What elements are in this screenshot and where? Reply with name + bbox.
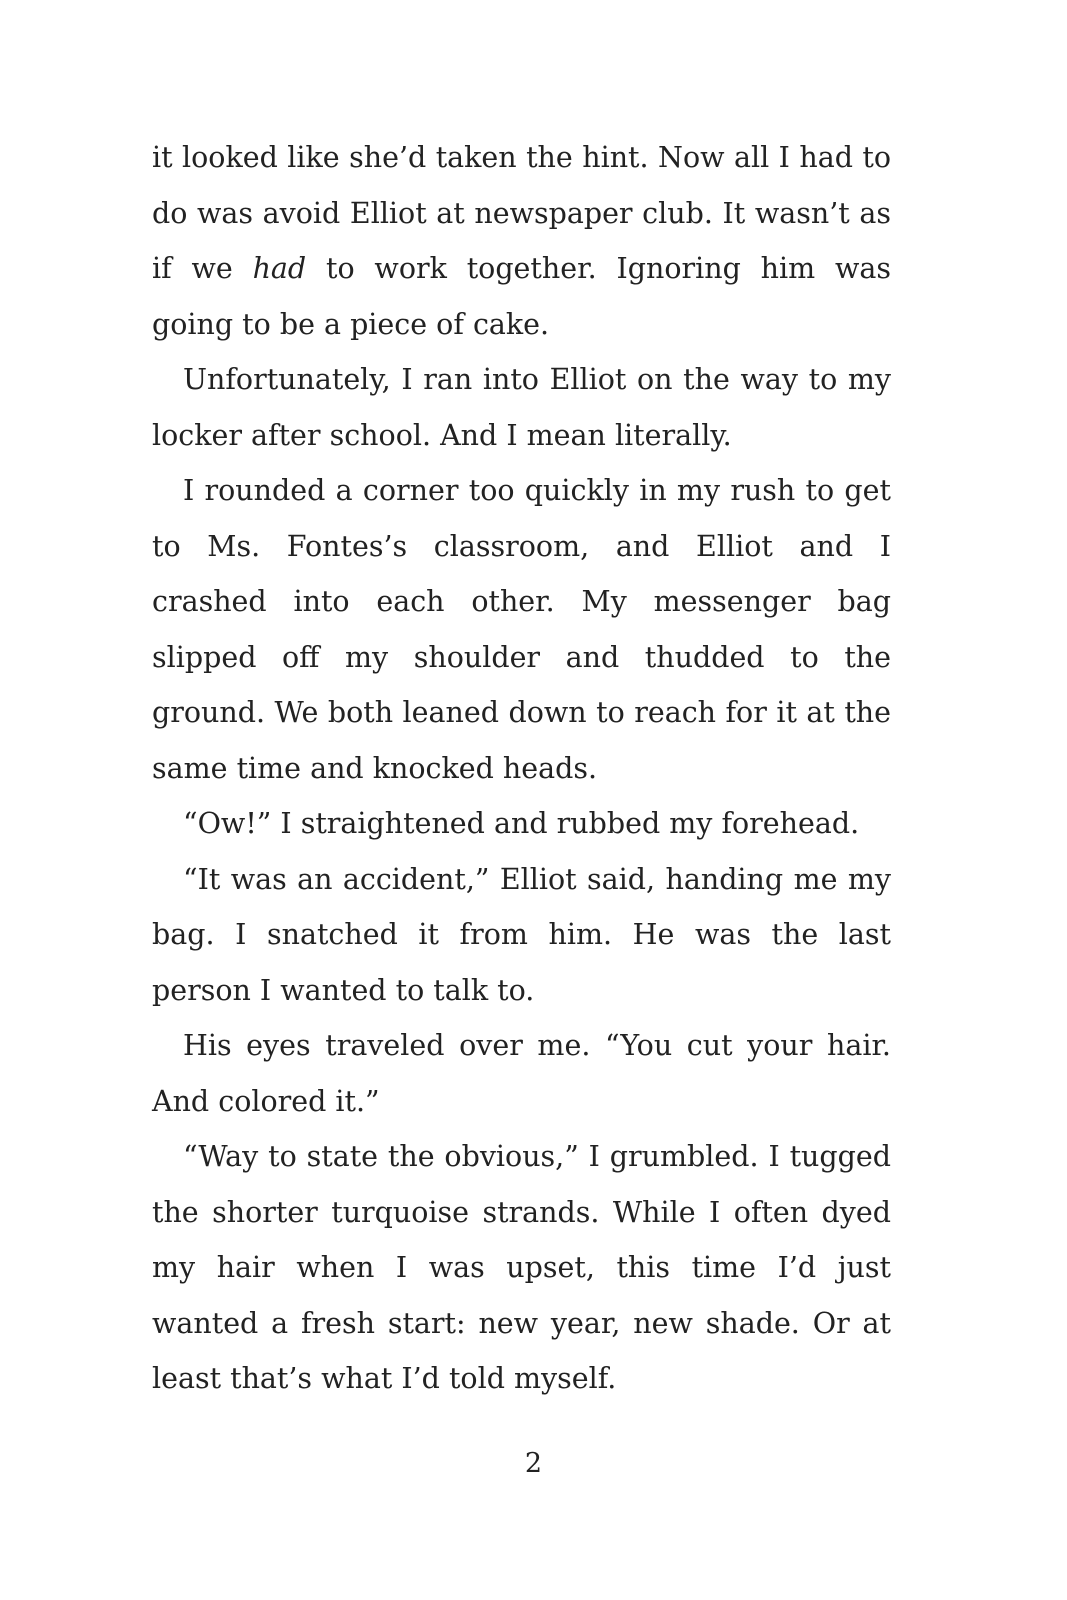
paragraph-text: Unfortunately, I ran into Elliot on the way to my locker after school. And I mean literally. [152,363,891,452]
paragraph [152,130,891,352]
paragraph-text: “It was an accident,” Elliot said, handing me my bag. I snatched it from him. He was the last person I wanted to talk to. [152,862,891,1007]
paragraph-text: “Way to state the obvious,” I grumbled. I tugged the shorter turquoise strands. While I often dyed my hair when I was upset, this time I’d just wanted a fresh start: new year, new shade. Or at least that’s what I’d told myself. [152,1140,891,1395]
paragraph [152,352,891,463]
paragraph-text: I rounded a corner too quickly in my rush to get to Ms. Fontes’s classroom, and Elliot and I crashed into each other. My messenger bag slipped off my shoulder and thudded to the ground. We both leaned down to reach for it at the same time and knocked heads. [152,474,891,785]
paragraph-text: to work together. Ignoring him was going to be a piece of cake. [152,252,891,341]
paragraph [152,796,891,852]
paragraph [152,852,891,1019]
paragraph-text: His eyes traveled over me. “You cut your hair. And colored it.” [152,1029,891,1118]
body-text [152,130,891,1407]
italic-text: had [252,252,307,285]
paragraph [152,1018,891,1129]
page-number: 2 [524,1448,543,1479]
paragraph-text: it looked like she’d taken the hint. Now all I had to do was avoid Elliot at newspaper club. It wasn’t as if we [152,141,891,285]
paragraph-text: “Ow!” I straightened and rubbed my forehead. [183,807,860,840]
paragraph [152,463,891,796]
paragraph [152,1129,891,1407]
